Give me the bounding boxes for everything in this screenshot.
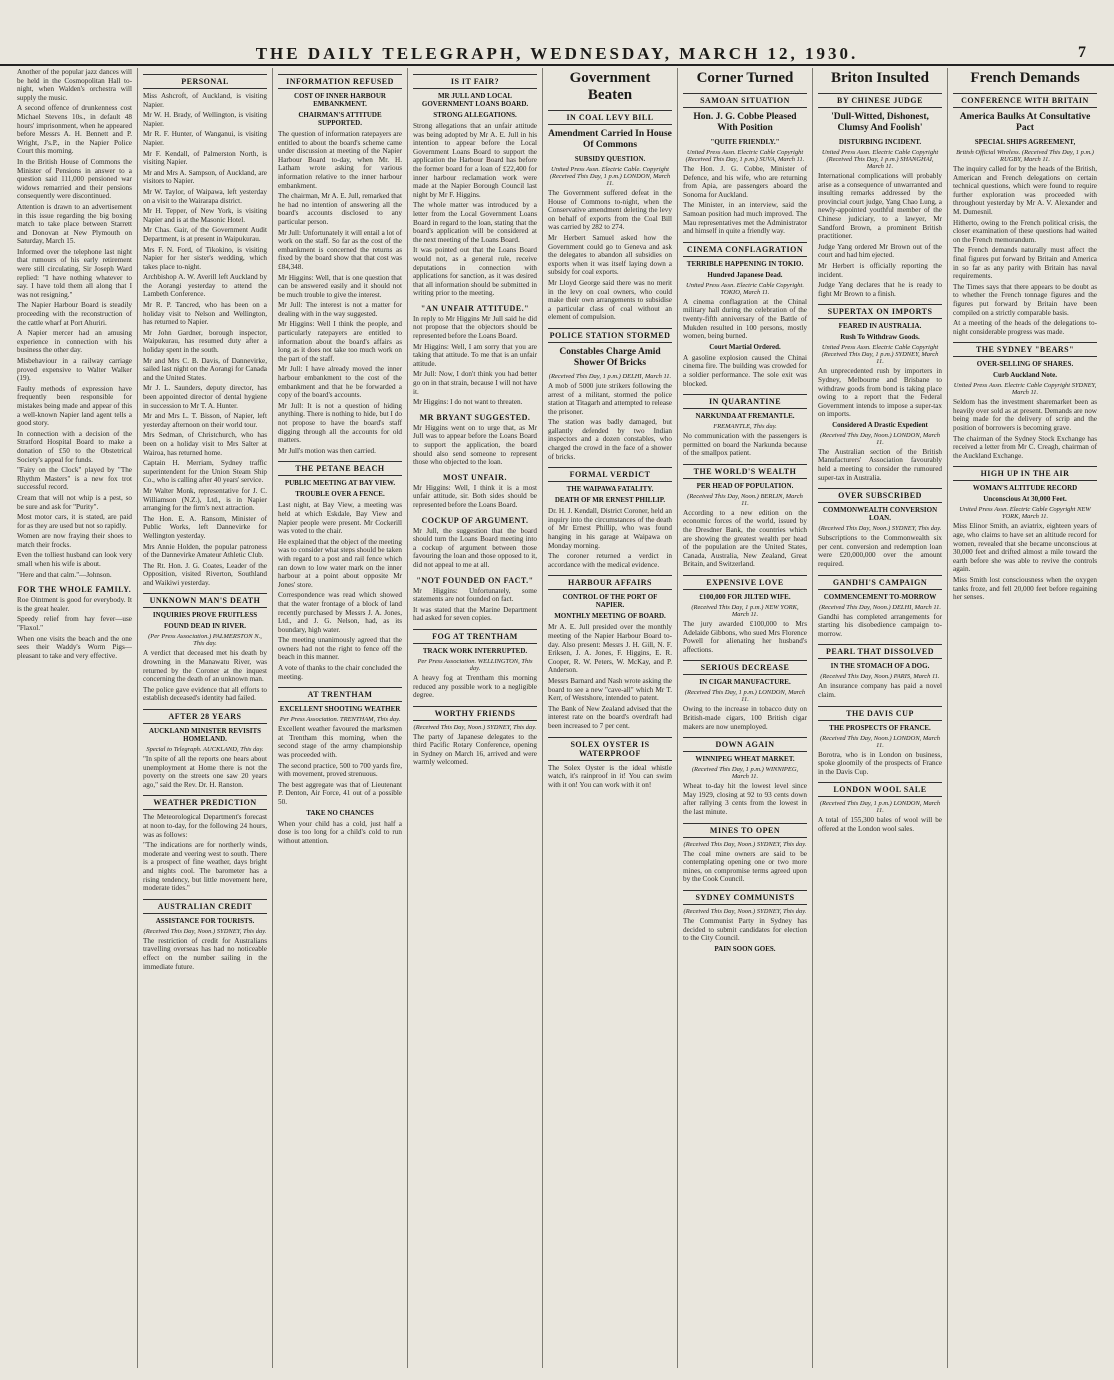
dateline: Special to Telegraph. AUCKLAND, This day. bbox=[146, 746, 264, 754]
article-text: Miss Smith lost consciousness when the oxygen tanks froze, and fell 20,000 feet before regaining her senses. bbox=[953, 576, 1097, 602]
article-text: Judge Yang ordered Mr Brown out of the court and had him ejected. bbox=[818, 242, 942, 260]
article-text: Roe Ointment is good for everybody. It is the great healer. bbox=[17, 596, 132, 613]
article-text: Miss Ashcroft, of Auckland, is visiting Napier. bbox=[143, 92, 267, 109]
dateline: United Press Assn. Electric Cable Copyright (Received This Day, 1 p.m.) SYDNEY, March 11. bbox=[821, 344, 939, 366]
article-text: A second offence of drunkenness cost Michael Stevens 10s., in default 48 hours' imprisonment, when he appeared before Messrs A. H. Bennett and P. Wright, J's.P., in the Napier Police Court this morning. bbox=[17, 104, 132, 156]
article-text: Mr Chas. Gair, of the Government Audit Department, is at present in Waipukurau. bbox=[143, 226, 267, 243]
article-text: The Napier Harbour Board is steadily proceeding with the reconstruction of the cattle wharf at Port Ahuriri. bbox=[17, 301, 132, 327]
article-text: A gasoline explosion caused the Chinai cinema fire. The building was crowded for a soldier performance. The sole exit was blocked. bbox=[683, 353, 807, 388]
dateline: (Received This Day, Noon.) SYDNEY, This day. bbox=[818, 525, 942, 533]
article-text: Mr W. H. Brady, of Wellington, is visiting Napier. bbox=[143, 111, 267, 128]
article-text: A cinema conflagration at the Chinal military hall during the celebration of the twenty-fifth anniversary of the Battle of Mukden resulted in 100 persons, mostly women, being burned. bbox=[683, 297, 807, 341]
dateline: (Received This Day, Noon.) SYDNEY, This day. bbox=[143, 927, 267, 935]
article-headline: THE PETANE BEACH bbox=[278, 461, 402, 476]
column-5 bbox=[543, 68, 678, 1368]
column-1 bbox=[12, 68, 138, 1368]
dateline: Per Press Association. WELLINGTON, This day. bbox=[417, 657, 533, 672]
article-text: Mr J. L. Saunders, deputy director, has been appointed director of dental hygiene in succession to Mr T. A. Hunter. bbox=[143, 384, 267, 410]
dateline: (Received This Day, 1 p.m.) NEW YORK, March 11. bbox=[691, 604, 799, 619]
article-text: Mr and Mrs C. B. Davis, of Dannevirke, sailed last night on the Aorangi for Canada and the United States. bbox=[143, 356, 267, 382]
article-text: Owing to the increase in tobacco duty on British-made cigars, 100 British cigar makers are now unemployed. bbox=[683, 705, 807, 731]
article-subheading: TRACK WORK INTERRUPTED. bbox=[422, 646, 528, 655]
article-subheading: TROUBLE OVER A FENCE. bbox=[295, 490, 385, 499]
article-text: Last night, at Bay View, a meeting was held at which Eskdale, Bay View and Napier people were present. Mr Cockerill was voted to the chair. bbox=[278, 501, 402, 536]
article-text: The police gave evidence that all efforts to establish deceased's identity had failed. bbox=[143, 685, 267, 703]
dateline: United Press Assn. Electric Cable. Copyright (Received This Day, 1 p.m.) LONDON, March 11. bbox=[549, 166, 671, 187]
dateline: (Received This Day, 1 p.m.) LONDON, March 11. bbox=[819, 800, 941, 815]
article-text: Miss Elinor Smith, an aviatrix, eighteen years of age, who claims to have set an altitude record for women, revealed that she became unconscious at 30,000 feet and drifted almost a mile toward the earth before she was able to revive the controls again. bbox=[953, 522, 1097, 574]
column-6 bbox=[678, 68, 813, 1368]
article-text: Captain H. Merriam, Sydney traffic superintendent for the Union Steam Ship Co., who is calling after 40 years' service. bbox=[143, 459, 267, 485]
article-text: Mr and Mrs L. T. Bisson, of Napier, left yesterday afternoon on their world tour. bbox=[143, 412, 267, 429]
banner-headline: Briton Insulted bbox=[831, 70, 929, 86]
article-subheading: AUCKLAND MINISTER REVISITS HOMELAND. bbox=[148, 727, 262, 744]
article-subheading: IN THE STOMACH OF A DOG. bbox=[830, 662, 930, 671]
dateline: United Press Assn. Electric Cable Copyright (Received This Day, 1 p.m.) SUVA, March 11. bbox=[685, 149, 805, 163]
article-headline: AT TRENTHAM bbox=[278, 687, 402, 702]
article-text: The restriction of credit for Australians travelling overseas has had no noticeable effect on the number sailing in the immediate future. bbox=[143, 936, 267, 971]
article-subheading: CONTROL OF THE PORT OF NAPIER. bbox=[562, 593, 658, 610]
article-text: Mr W. Taylor, of Waipawa, left yesterday on a visit to the Wairarapa district. bbox=[143, 187, 267, 205]
article-text: Mr Jull: I have already moved the inner harbour embankment to the cost of the embankment and that he be forwarded a copy of the board's accounts. bbox=[278, 365, 402, 400]
article-text: The second practice, 500 to 700 yards fire, with movement, proved strenuous. bbox=[278, 761, 402, 779]
column-8 bbox=[948, 68, 1102, 1368]
article-text: Borotra, who is in London on business, spoke gloomily of the prospects of France in the Davis Cup. bbox=[818, 750, 942, 776]
dateline: United Press Assn. Electric Cable Copyright NEW YORK, March 11. bbox=[959, 506, 1091, 521]
article-subheading: FOUND DEAD IN RIVER. bbox=[163, 622, 247, 631]
article-text: Mr Walter Monk, representative for J. C. Williamson (N.Z.), Ltd., is in Napier arranging for the firm's next attraction. bbox=[143, 486, 267, 513]
dateline: (Received This Day, 1 p.m.) WINNIPEG, March 11. bbox=[691, 766, 799, 781]
article-subheading: Hundred Japanese Dead. bbox=[707, 270, 783, 279]
article-text: Excellent weather favoured the marksmen at Trentham this morning, when the second stage of the army championship was proceeded with. bbox=[278, 725, 402, 760]
article-subheading: CHAIRMAN'S ATTITUDE SUPPORTED. bbox=[298, 111, 382, 127]
article-text: The Hon. E. A. Ransom, Minister of Public Works, left Dannevirke for Wellington yesterday. bbox=[143, 514, 267, 540]
dateline: United Press Assn. Electric Cable Copyright (Received This Day, 1 p.m.) SHANGHAI, March 11. bbox=[821, 149, 939, 170]
article-headline: WEATHER PREDICTION bbox=[143, 795, 267, 810]
article-text: The station was badly damaged, but gallantly defended by two Indian inspectors and a dozen constables, who charged the crowd in the face of a shower of bricks. bbox=[548, 418, 672, 461]
article-headline: FOG AT TRENTHAM bbox=[413, 629, 537, 644]
article-text: The Bank of New Zealand advised that the interest rate on the board's overdraft had been increased to 7 per cent. bbox=[548, 704, 672, 730]
article-text: An insurance company has paid a novel claim. bbox=[818, 682, 942, 699]
article-text: It was stated that the Marine Department had asked for seven copies. bbox=[413, 605, 537, 623]
article-text: Mr Higgins: Well I think the people, and particularly ratepayers are entitled to information about the board's affairs as long as it does not take too much work on the part of the staff. bbox=[278, 320, 402, 363]
article-text: Mrs Sedman, of Christchurch, who has been on a holiday visit to Mrs Salter at Wairoa, has returned home. bbox=[143, 431, 267, 457]
article-text: A Napier mercer had an amusing experience in connection with his business the other day. bbox=[17, 329, 132, 355]
article-text: A vote of thanks to the chair concluded the meeting. bbox=[278, 664, 402, 681]
article-text: The Minister, in an interview, said the Samoan position had much improved. The Mau representatives met the Administrator and himself in quite a friendly way. bbox=[683, 201, 807, 236]
article-text: When one visits the beach and the one sees their Waddy's Worm Pigs—pleasant to take and very effective. bbox=[17, 634, 132, 660]
article-text: "In spite of all the reports one hears about unemployment at Home there is not the poverty on the streets one saw 20 years ago," said the Rev. Dr. H. Ranston. bbox=[143, 755, 267, 789]
article-headline: SUPERTAX ON IMPORTS bbox=[818, 304, 942, 319]
article-subheading: ASSISTANCE FOR TOURISTS. bbox=[155, 916, 255, 925]
article-text: Another of the popular jazz dances will be held in the Cosmopolitan Hall to-night, when Walden's orchestra will supply the music. bbox=[17, 68, 132, 102]
article-text: International complications will probably arise as a consequence of unwarranted and insulting remarks addressed by the provincial court judge, Yang Chao Lung, a newly-appointed youthful member of the Chinese judiciary, to a lawyer, Mr Sandford Brown, a prominent British practitioner. bbox=[818, 172, 942, 241]
article-text: Mr Jull's motion was then carried. bbox=[278, 446, 376, 455]
article-headline: BY CHINESE JUDGE bbox=[818, 93, 942, 108]
article-text: At a meeting of the heads of the delegations to-night considerable progress was made. bbox=[953, 319, 1097, 336]
dateline: (Received This Day, Noon.) LONDON, March 11. bbox=[820, 734, 940, 749]
article-subheading: Unconscious At 30,000 Feet. bbox=[983, 495, 1067, 504]
article-subheading: OVER-SELLING OF SHARES. bbox=[976, 360, 1074, 369]
article-text: Mr Higgins: I do not want to threaten. bbox=[413, 398, 523, 407]
article-text: Mr Jull, the suggestion that the board should turn the Loans Board meeting into a cockup of argument between those favouring the loan and those opposed to it, did not appeal to me at all. bbox=[413, 526, 537, 569]
banner-headline: French Demands bbox=[970, 70, 1080, 86]
masthead bbox=[0, 0, 1114, 66]
article-text: The inquiry called for by the heads of the British, American and French delegations on certain technical questions, which were found to require further exploration was proceeded with throughout yesterday by Mr A. V. Alexander and M. Dumesnil. bbox=[953, 165, 1097, 216]
article-text: Mr Jull: Now, I don't think you had better go on in that strain, because I will not have it. bbox=[413, 370, 537, 396]
deck-headline: Constables Charge Amid Shower Of Bricks bbox=[559, 346, 661, 368]
deck-headline: America Baulks At Consultative Pact bbox=[959, 112, 1091, 133]
newspaper-title: THE DAILY TELEGRAPH, WEDNESDAY, MARCH 12, 1930. bbox=[255, 44, 859, 63]
article-headline: MINES TO OPEN bbox=[683, 823, 807, 838]
section-heading: FOR THE WHOLE FAMILY. bbox=[17, 585, 132, 595]
article-text: Correspondence was read which showed that the water frontage of a block of land recently purchased by Messrs J. A. Jones, Ltd., and J. G. Nelson, had, as its boundary, high water. bbox=[278, 591, 402, 634]
article-text: Mrs Annie Holden, the popular patroness of the Dannevirke Amateur Athletic Club. bbox=[143, 542, 267, 560]
article-text: It was pointed out that the Loans Board would not, as a general rule, receive deputations in connection with applications for sanction, as it was desired that all information should be submitted in writing prior to the meeting. bbox=[413, 246, 537, 298]
article-text: In the British House of Commons the Minister of Pensions in answer to a question said 111,000 pensioned war widows remarried and their pensions consequently were discontinued. bbox=[17, 157, 132, 201]
article-text: Mr Jull: The interest is not a matter for dealing with in the way suggested. bbox=[278, 301, 402, 318]
article-text: The Australian section of the British Manufacturers' Association favourably held a meeting to consider the rumoured super-tax in Australia. bbox=[818, 447, 942, 482]
article-subheading: Considered A Drastic Expedient bbox=[832, 420, 928, 429]
article-text: The coal mine owners are said to be contemplating opening one or two more mines, on compromise terms agreed upon by the Cook Council. bbox=[683, 849, 807, 884]
article-text: Messrs Barnard and Nash wrote asking the board to see a new "cave-all" which Mr T. Kerr, of Westshore, intended to patent. bbox=[548, 676, 672, 703]
article-text: "Here and that calm."—Johnson. bbox=[17, 570, 112, 579]
article-subheading: THE PROSPECTS OF FRANCE. bbox=[829, 723, 931, 732]
article-text: Hitherto, owing to the French political crisis, the closer examination of these questions had waited on the French memorandum. bbox=[953, 218, 1097, 244]
section-heading: MOST UNFAIR. bbox=[443, 472, 507, 482]
article-subheading: SPECIAL SHIPS AGREEMENT, bbox=[974, 138, 1076, 146]
article-headline: SYDNEY COMMUNISTS bbox=[683, 890, 807, 905]
article-subheading: Court Martial Ordered. bbox=[709, 342, 781, 351]
article-subheading: WINNIPEG WHEAT MARKET. bbox=[695, 755, 795, 764]
dateline: FREMANTLE, This day. bbox=[713, 423, 777, 431]
article-subheading: TERRIBLE HAPPENING IN TOKIO. bbox=[686, 259, 804, 268]
article-text: Mr Higgins: Well, I am sorry that you are taking that attitude. To me that is an unfair attitude. bbox=[413, 342, 537, 368]
article-subheading: COST OF INNER HARBOUR EMBANKMENT. bbox=[294, 92, 386, 108]
dateline: (Per Press Association.) PALMERSTON N., This day. bbox=[148, 633, 262, 648]
article-text: Faulty methods of expression have frequently been responsible for mistakes being made and appear of this a well-known Napier land agent tells a good story. bbox=[17, 384, 132, 428]
article-headline: INFORMATION REFUSED bbox=[278, 74, 402, 89]
article-headline: WORTHY FRIENDS bbox=[413, 706, 537, 721]
article-text: In connection with a decision of the Stratford Hospital Board to make a donation of £50 to the Obstetrical Society's appeal for funds. bbox=[17, 429, 132, 464]
article-text: A verdict that deceased met his death by drowning in the Manawatu River, was returned by the Coroner at the inquest concerning the death of an unknown man. bbox=[143, 649, 267, 684]
article-text: The party of Japanese delegates to the third Pacific Rotary Conference, opening in Sydney on March 16, arrived and were warmly welcomed. bbox=[413, 732, 537, 767]
article-headline: THE SYDNEY "BEARS" bbox=[953, 342, 1097, 357]
article-headline: GANDHI'S CAMPAIGN bbox=[818, 575, 942, 590]
article-text: "The indications are for northerly winds, moderate and veering west to south. There is a prospect of fine weather, days bright and nights cool. The barometer has a rising tendency, but little movement here, moderate tides." bbox=[143, 841, 267, 893]
article-text: The meeting unanimously agreed that the owners had not the right to fence off the beach in this manner. bbox=[278, 636, 402, 662]
article-headline: SAMOAN SITUATION bbox=[683, 93, 807, 108]
column-2 bbox=[138, 68, 273, 1368]
article-subheading: Curb Auckland Note. bbox=[993, 371, 1057, 380]
article-text: The French demands naturally must affect the final figures put forward by Britain and America in so far as any parity with Britain has naval requirements. bbox=[953, 246, 1097, 281]
article-subheading: MR JULL AND LOCAL GOVERNMENT LOANS BOARD. bbox=[421, 92, 529, 108]
article-text: An unprecedented rush by importers in Sydney, Melbourne and Brisbane to withdraw goods from bond is taking place owing to a report that the Federal Government intends to impose a super-tax on imports. bbox=[818, 367, 942, 419]
article-text: Mr and Mrs A. Sampson, of Auckland, are visitors to Napier. bbox=[143, 168, 267, 186]
article-text: Subscriptions to the Commonwealth six per cent. conversion and redemption loan were £20,000,000 over the amount required. bbox=[818, 534, 942, 569]
deck-headline: Amendment Carried In House Of Commons bbox=[548, 129, 672, 150]
banner-headline: Government Beaten bbox=[569, 70, 651, 103]
article-headline: CONFERENCE WITH BRITAIN bbox=[953, 93, 1097, 108]
article-headline: OVER SUBSCRIBED bbox=[818, 488, 942, 503]
article-text: The Government suffered defeat in the House of Commons to-night, when the Conservative amendment deleting the levy on behalf of exports from the Coal Bill was carried by 282 to 274. bbox=[548, 189, 672, 232]
dateline: (Received This Day, Noon.) BERLIN, March 11. bbox=[687, 492, 803, 507]
article-subheading: WOMAN'S ALTITUDE RECORD bbox=[972, 484, 1078, 493]
column-4 bbox=[408, 68, 543, 1368]
dateline: Per Press Association. TRENTHAM, This day. bbox=[279, 716, 401, 724]
article-subheading: SUBSIDY QUESTION. bbox=[574, 155, 646, 163]
article-text: The Times says that there appears to be doubt as to whether the French tonnage figures and the figures put forward by Britain have been compiled on a strictly comparable basis. bbox=[953, 282, 1097, 317]
article-text: According to a new edition on the economic forces of the world, issued by the Dresdner Bank, the countries which are showing the greatest wealth per head of the population are the United States, Canada, Australia, New Zealand, Great Britain, and Switzerland. bbox=[683, 508, 807, 569]
article-text: Strong allegations that an unfair attitude was being adopted by Mr A. E. Jull in his intention to appear before the Local Government Loans Board to support the application the Harbour Board has before the former board for a loan of £22,400 for inner harbour reclamation work were made at the Napier Borough Council last night by Mr F. Higgins. bbox=[413, 122, 537, 199]
article-text: Mr Higgins: Well, that is one question that can be answered easily and it should not be much trouble to give the interest. bbox=[278, 273, 402, 299]
article-text: In reply to Mr Higgins Mr Jull said he did not propose that the objectors should be represented before the Loans Board. bbox=[413, 314, 537, 341]
article-text: Mr F. Kendall, of Palmerston North, is visiting Napier. bbox=[143, 149, 267, 167]
article-headline: UNKNOWN MAN'S DEATH bbox=[143, 593, 267, 608]
article-text: Speedy relief from hay fever—use "Flaxol." bbox=[17, 615, 132, 633]
article-text: Mr John Gardner, borough inspector, Waipukurau, has resumed duty after a holiday spent in the south. bbox=[143, 328, 267, 355]
article-text: The Hon. J. G. Cobbe, Minister of Defence, and his wife, who are returning from Apia, are passengers aboard the Sonoma for Auckland. bbox=[683, 165, 807, 199]
dateline: (Received This Day, Noon.) LONDON, March 11. bbox=[820, 431, 940, 446]
article-text: Cream that will not whip is a pest, so be sure and ask for "Purity". bbox=[17, 493, 132, 511]
article-subheading: DISTURBING INCIDENT. bbox=[838, 138, 922, 146]
article-headline: AFTER 28 YEARS bbox=[143, 709, 267, 724]
article-text: Seldom has the investment sharemarket been as heavily over sold as at present. Demands are now being made for the delivery of scrip and the position of borrowers is becoming grave. bbox=[953, 398, 1097, 433]
article-subheading: £100,000 FOR JILTED WIFE. bbox=[699, 593, 791, 602]
article-headline: DOWN AGAIN bbox=[683, 737, 807, 752]
article-text: The jury awarded £100,000 to Mrs Adelaide Gibbons, who sued Mrs Florence Powell for alienating her husband's affections. bbox=[683, 620, 807, 654]
article-headline: SERIOUS DECREASE bbox=[683, 660, 807, 675]
article-text: Mr R. P. Tancred, who has been on a holiday visit to Nelson and Wellington, has returned to Napier. bbox=[143, 301, 267, 327]
article-subheading: DEATH OF MR ERNEST PHILLIP. bbox=[554, 496, 666, 505]
deck-headline: 'Dull-Witted, Dishonest, Clumsy And Foolish' bbox=[831, 112, 929, 133]
article-text: Mr Higgins: Unfortunately, some statements are not founded on fact. bbox=[413, 586, 537, 604]
article-text: Mr Jull: Unfortunately it will entail a lot of work on the staff. So far as the cost of the embankment is concerned the returns as fixed by the board show that that cost was £84,348. bbox=[278, 228, 402, 271]
article-subheading: EXCELLENT SHOOTING WEATHER bbox=[279, 705, 401, 714]
article-text: Mr Lloyd George said there was no merit in the levy on coal owners, who could make their own arrangements to subsidise a particular class of coal without an element of compulsion. bbox=[548, 278, 672, 322]
dateline: United Press Assn. Electric Cable Copyright SYDNEY, March 11. bbox=[953, 382, 1097, 397]
article-text: Attention is drawn to an advertisement in this issue regarding the big boxing match to take place between Starrett and Donovan at New Plymouth on Saturday, March 15. bbox=[17, 202, 132, 246]
article-text: He explained that the object of the meeting was to consider what steps should be taken with regard to a post and rail fence which ran down to low water mark on the inner harbour at a point about opposite Mr Jones' store. bbox=[278, 537, 402, 589]
article-text: Mr Herbert is officially reporting the incident. bbox=[818, 261, 942, 279]
section-heading: "AN UNFAIR ATTITUDE." bbox=[420, 303, 530, 313]
article-headline: EXPENSIVE LOVE bbox=[683, 575, 807, 590]
article-subheading: THE WAIPAWA FATALITY. bbox=[566, 485, 654, 494]
article-headline: HARBOUR AFFAIRS bbox=[548, 575, 672, 590]
dateline: (Received This Day, Noon.) SYDNEY, This day. bbox=[683, 840, 807, 848]
dateline: (Received This Day, Noon.) PARIS, March 11. bbox=[820, 673, 940, 681]
article-headline: LONDON WOOL SALE bbox=[818, 782, 942, 797]
page-number: 7 bbox=[1078, 44, 1086, 61]
article-text: The best aggregate was that of Lieutenant P. Denton, Air Force, 41 out of a possible 50. bbox=[278, 780, 402, 806]
dateline: (Received This Day, 1 p.m.) LONDON, March 11. bbox=[684, 689, 806, 704]
article-headline: IN QUARANTINE bbox=[683, 394, 807, 409]
section-heading: MR BRYANT SUGGESTED. bbox=[419, 412, 531, 422]
dateline: (Received This Day, Noon.) DELHI, March 11. bbox=[818, 603, 942, 611]
column-3 bbox=[273, 68, 408, 1368]
article-subheading: Rush To Withdraw Goods. bbox=[840, 333, 920, 342]
article-headline: HIGH UP IN THE AIR bbox=[953, 466, 1097, 481]
newspaper-columns bbox=[12, 68, 1102, 1368]
article-headline: IS IT FAIR? bbox=[413, 74, 537, 89]
article-text: Informed over the telephone last night that rumours of his early retirement were still circulating, Sir Joseph Ward replied: "I have nothing whatever to say. I have told them all along that I was not resigning." bbox=[17, 247, 132, 299]
dateline: British Official Wireless. (Received This Day, 1 p.m.) RUGBY, March 11. bbox=[956, 149, 1094, 163]
article-text: No communication with the passengers is permitted on board the Narkunda because of the smallpox patient. bbox=[683, 432, 807, 458]
article-text: Gandhi has completed arrangements for starting his disobedience campaign to-morrow. bbox=[818, 612, 942, 638]
article-subheading: COMMONWEALTH CONVERSION LOAN. bbox=[822, 506, 938, 523]
article-text: Mr Jull: It is not a question of hiding anything. There is nothing to hide, but I do not propose to have the board's staff digging through all the accounts for old matters. bbox=[278, 401, 402, 445]
dateline: (Received This Day, Noon.) SYDNEY, This day. bbox=[413, 723, 537, 731]
article-text: Mr A. E. Jull presided over the monthly meeting of the Napier Harbour Board to-day. Also present: Messrs J. H. Gill, N. F. Eriksen, J. A. Jones, F. Higgins, E. R. Cooper, R. W. Peters, W. McKay, and P. Anderson. bbox=[548, 623, 672, 675]
article-headline: PERSONAL bbox=[143, 74, 267, 89]
article-text: Mr R. F. Hunter, of Wanganui, is visiting Napier. bbox=[143, 130, 267, 147]
article-text: "Fairy on the Clock" played by "The Rhythm Masters" is a new fox trot successful record. bbox=[17, 466, 132, 492]
article-headline: AUSTRALIAN CREDIT bbox=[143, 899, 267, 914]
dateline: (Received This Day, Noon.) SYDNEY, This day. bbox=[683, 907, 807, 915]
article-text: The chairman of the Sydney Stock Exchange has received a letter from Mr C. Creagh, chairman of the Auckland Exchange. bbox=[953, 434, 1097, 460]
article-text: The Solex Oyster is the ideal whistle watch, it's rainproof in it! You can swim with it on! You can work with it on! bbox=[548, 763, 672, 789]
article-text: Mr Herbert Samuel asked how the Government could go to Geneva and ask the delegates to abandon all subsidies on exports when it was itself laying down a subsidy for coal exports. bbox=[548, 233, 672, 277]
article-subheading: FEARED IN AUSTRALIA. bbox=[838, 322, 922, 331]
article-text: Most motor cars, it is stated, are paid for as they are used but not so rapidly. bbox=[17, 513, 132, 530]
article-text: Dr. H. J. Kendall, District Coroner, held an inquiry into the circumstances of the death of Mr Ernest Phillip, who was found hanging in his garage at Waipawa on Monday morning. bbox=[548, 507, 672, 550]
dateline: United Press Assn. Electric Cable Copyright. TOKIO, March 11. bbox=[686, 281, 804, 296]
article-subheading: COMMENCEMENT TO-MORROW bbox=[823, 592, 937, 601]
section-heading: "NOT FOUNDED ON FACT." bbox=[416, 575, 534, 585]
article-text: The chairman, Mr A. E. Jull, remarked that he had no intention of answering all the board's accounts disclosed to any particular person. bbox=[278, 192, 402, 226]
article-text: Wheat to-day hit the lowest level since May 1929, closing at 92 to 93 cents down after rallying 3 cents from the lowest in the last minute. bbox=[683, 782, 807, 816]
article-headline: FORMAL VERDICT bbox=[548, 467, 672, 482]
article-text: A total of 155,300 bales of wool will be offered at the London wool sales. bbox=[818, 816, 942, 833]
deck-headline: Hon. J. G. Cobbe Pleased With Position bbox=[693, 112, 797, 133]
article-headline: PEARL THAT DISSOLVED bbox=[818, 644, 942, 659]
article-subheading: PAIN SOON GOES. bbox=[714, 944, 776, 953]
article-text: Archbishop A. W. Averill left Auckland by the Aorangi yesterday to attend the Lambeth Conference. bbox=[143, 273, 267, 299]
article-subheading: MONTHLY MEETING OF BOARD. bbox=[554, 612, 666, 621]
article-text: Even the tolliest husband can look very small when his wife is about. bbox=[17, 551, 132, 569]
article-text: A mob of 5000 jute strikers following the arrest of a militant, stormed the police station at Titagarh and attempted to release the prisoner. bbox=[548, 381, 672, 416]
article-subheading: IN CIGAR MANUFACTURE. bbox=[699, 678, 791, 687]
article-headline: CINEMA CONFLAGRATION bbox=[683, 242, 807, 257]
article-headline: THE WORLD'S WEALTH bbox=[683, 464, 807, 479]
article-text: Mr Higgins went on to urge that, as Mr Jull was to appear before the Loans Board to support the application, the board should also send someone to represent those who objected to the loan. bbox=[413, 423, 537, 467]
article-text: Judge Yang declares that he is ready to fight Mr Brown to a finish. bbox=[818, 281, 942, 298]
article-text: A heavy fog at Trentham this morning reduced any possible work to a negligible degree. bbox=[413, 673, 537, 700]
article-text: The Rt. Hon. J. G. Coates, Leader of the Opposition, visited Riverton, Southland and Waikiwi yesterday. bbox=[143, 561, 267, 587]
article-subheading: TAKE NO CHANCES bbox=[306, 808, 374, 817]
banner-headline: Corner Turned bbox=[696, 70, 794, 86]
article-subheading: STRONG ALLEGATIONS. bbox=[433, 111, 517, 119]
article-text: The question of information ratepayers are entitled to about the board's scheme came under discussion at meeting of the Napier Harbour Board to-day, when Mr. H. Latham wrote asking for various information relative to the inner harbour embankment. bbox=[278, 130, 402, 190]
article-headline: THE DAVIS CUP bbox=[818, 706, 942, 721]
article-text: The whole matter was introduced by a letter from the Local Government Loans Board in regard to the loan, stating that the board's application will be considered at the next meeting of the Loans Board. bbox=[413, 201, 537, 244]
article-headline: POLICE STATION STORMED bbox=[548, 328, 672, 343]
article-text: The Meteorological Department's forecast at noon to-day, for the following 24 hours, was as follows: bbox=[143, 813, 267, 839]
article-subheading: "QUITE FRIENDLY." bbox=[710, 138, 780, 146]
article-text: Women are now fraying their shoes to match their frocks. bbox=[17, 532, 132, 549]
article-subheading: INQUIRIES PROVE FRUITLESS bbox=[152, 611, 258, 620]
article-text: Mrs F. N. Ford, of Tikokino, is visiting Napier for her sister's wedding, which takes place to-night. bbox=[143, 245, 267, 271]
dateline: (Received This Day, 1 p.m.) DELHI, March 11. bbox=[548, 372, 672, 380]
article-text: Mr Higgins: Well, I think it is a most unfair attitude, sir. Both sides should be represented before the Loans Board. bbox=[413, 483, 537, 509]
article-text: The Communist Party in Sydney has decided to submit candidates for election to the City Council. bbox=[683, 916, 807, 943]
article-text: The coroner returned a verdict in accordance with the medical evidence. bbox=[548, 552, 672, 569]
article-headline: SOLEX OYSTER IS WATERPROOF bbox=[548, 737, 672, 761]
article-text: When your child has a cold, just half a dose is too long for a child's cold to run without attention. bbox=[278, 819, 402, 845]
article-subheading: PER HEAD OF POPULATION. bbox=[696, 481, 794, 490]
section-heading: COCKUP OF ARGUMENT. bbox=[421, 515, 529, 525]
article-subheading: PUBLIC MEETING AT BAY VIEW. bbox=[284, 479, 396, 488]
article-headline: IN COAL LEVY BILL bbox=[548, 110, 672, 125]
article-subheading: NARKUNDA AT FREMANTLE. bbox=[695, 412, 795, 421]
article-text: Misbehaviour in a railway carriage proved expensive to Walter Walker (19). bbox=[17, 357, 132, 383]
column-7 bbox=[813, 68, 948, 1368]
article-text: Mr H. Tepper, of New York, is visiting Napier and is at the Masonic Hotel. bbox=[143, 207, 267, 224]
